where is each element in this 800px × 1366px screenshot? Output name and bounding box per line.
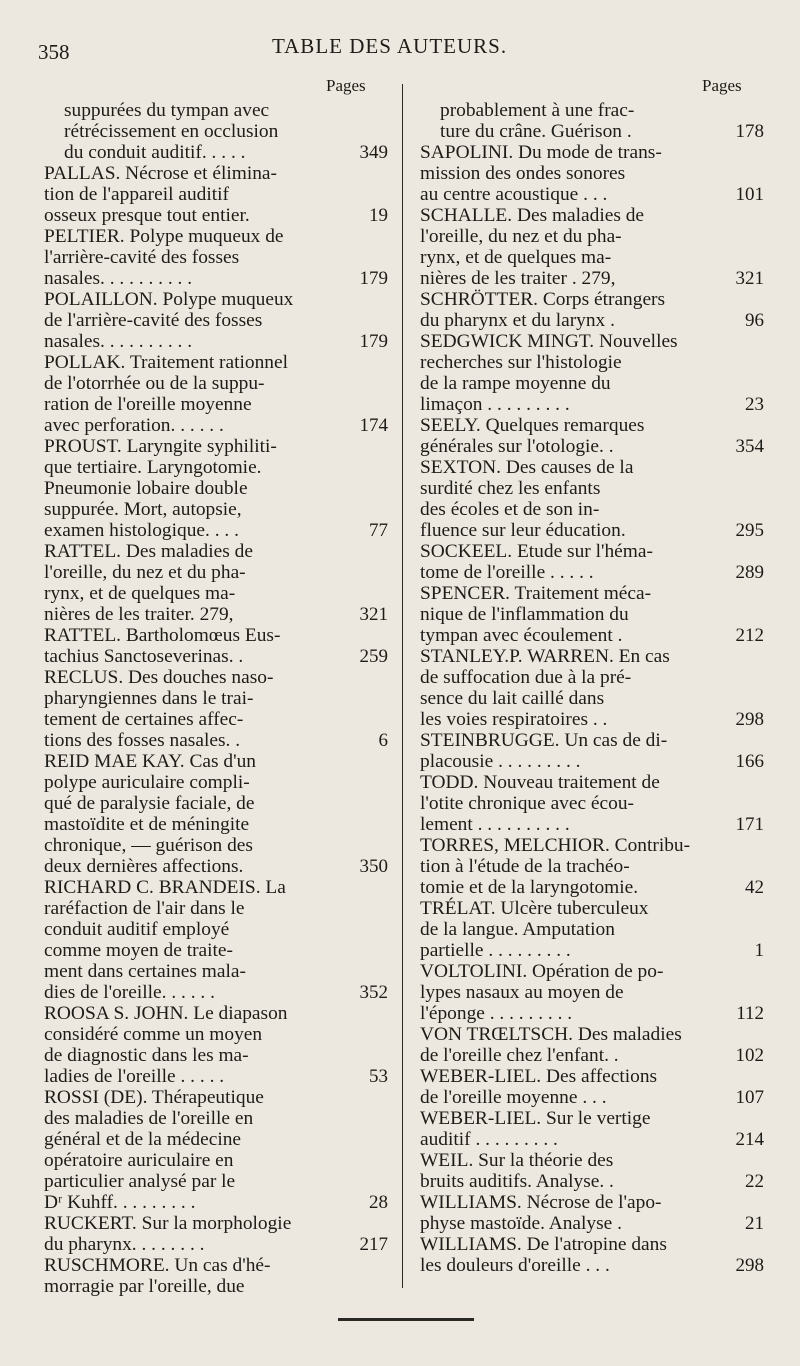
index-entry: [420, 646, 764, 730]
entry-line: raréfaction de l'air dans le: [44, 898, 245, 919]
entry-page-number: 321: [359, 604, 388, 625]
entry-line: tympan avec écoulement .: [420, 625, 623, 646]
entry-line: probablement à une frac-: [440, 100, 635, 121]
entry-line: tion à l'étude de la trachéo-: [420, 856, 630, 877]
entry-line: dies de l'oreille. . . . . .: [44, 982, 215, 1003]
entry-line: TORRES, MELCHIOR. Contribu-: [420, 835, 691, 856]
entry-line: de l'oreille moyenne . . .: [420, 1087, 607, 1108]
entry-page-number: 19: [369, 205, 388, 226]
entry-line: nières de les traiter. 279,: [44, 604, 234, 625]
entry-line: du pharynx. . . . . . . .: [44, 1234, 205, 1255]
entry-page-number: 298: [735, 709, 764, 730]
entry-line: sence du lait caillé dans: [420, 688, 605, 709]
entry-line: RATTEL. Des maladies de: [44, 541, 253, 562]
entry-line: mastoïdite et de méningite: [44, 814, 250, 835]
entry-line: nières de les traiter . 279,: [420, 268, 616, 289]
index-entry: [44, 1255, 388, 1297]
entry-line: surdité chez les enfants: [420, 478, 601, 499]
entry-line: nasales. . . . . . . . . .: [44, 331, 193, 352]
entry-page-number: 28: [369, 1192, 388, 1213]
index-entry: [420, 289, 764, 331]
entry-line: opératoire auriculaire en: [44, 1150, 234, 1171]
entry-page-number: 22: [745, 1171, 764, 1192]
entry-line: SCHRÖTTER. Corps étrangers: [420, 289, 666, 310]
entry-page-number: 166: [735, 751, 764, 772]
entry-page-number: 112: [736, 1003, 764, 1024]
index-entry: [44, 352, 388, 436]
index-entry: [420, 1024, 764, 1066]
entry-line: l'éponge . . . . . . . . .: [420, 1003, 573, 1024]
entry-line: pharyngiennes dans le trai-: [44, 688, 254, 709]
index-entry: [44, 667, 388, 751]
entry-line: STANLEY.P. WARREN. En cas: [420, 646, 670, 667]
entry-line: tion de l'appareil auditif: [44, 184, 229, 205]
entry-line: rynx, et de quelques ma-: [44, 583, 236, 604]
entry-page-number: 349: [359, 142, 388, 163]
entry-line: RUCKERT. Sur la morphologie: [44, 1213, 292, 1234]
entry-page-number: 107: [735, 1087, 764, 1108]
entry-page-number: 295: [735, 520, 764, 541]
entry-line: de la langue. Amputation: [420, 919, 615, 940]
entry-line: auditif . . . . . . . . .: [420, 1129, 558, 1150]
entry-line: STEINBRUGGE. Un cas de di-: [420, 730, 668, 751]
entry-line: SOCKEEL. Etude sur l'héma-: [420, 541, 653, 562]
entry-line: ROOSA S. JOHN. Le diapason: [44, 1003, 288, 1024]
entry-page-number: 171: [735, 814, 764, 835]
entry-line: les voies respiratoires . .: [420, 709, 608, 730]
entry-page-number: 21: [745, 1213, 764, 1234]
entry-line: limaçon . . . . . . . . .: [420, 394, 570, 415]
entry-page-number: 179: [359, 331, 388, 352]
entry-line: de l'oreille chez l'enfant. .: [420, 1045, 619, 1066]
index-entry: [44, 100, 388, 163]
entry-line: l'oreille, du nez et du pha-: [420, 226, 622, 247]
entry-line: ladies de l'oreille . . . . .: [44, 1066, 225, 1087]
pages-column-header-right: Pages: [702, 76, 742, 95]
index-entry: [44, 436, 388, 541]
index-entry: [44, 1213, 388, 1255]
entry-line: SAPOLINI. Du mode de trans-: [420, 142, 662, 163]
page-number: 358: [38, 40, 70, 64]
entry-line: TODD. Nouveau traitement de: [420, 772, 660, 793]
column-divider: [402, 84, 403, 1288]
entry-line: RATTEL. Bartholomœus Eus-: [44, 625, 281, 646]
entry-page-number: 217: [359, 1234, 388, 1255]
entry-line: conduit auditif employé: [44, 919, 230, 940]
index-entry: [44, 289, 388, 352]
entry-line: considéré comme un moyen: [44, 1024, 263, 1045]
entry-line: recherches sur l'histologie: [420, 352, 622, 373]
entry-line: REID MAE KAY. Cas d'un: [44, 751, 256, 772]
entry-line: RUSCHMORE. Un cas d'hé-: [44, 1255, 271, 1276]
index-entry: [420, 583, 764, 646]
entry-line: tement de certaines affec-: [44, 709, 244, 730]
entry-line: lement . . . . . . . . . .: [420, 814, 570, 835]
entry-page-number: 289: [735, 562, 764, 583]
entry-line: PROUST. Laryngite syphiliti-: [44, 436, 277, 457]
index-entry: [44, 541, 388, 625]
entry-line: TRÉLAT. Ulcère tuberculeux: [420, 898, 649, 919]
entry-line: des maladies de l'oreille en: [44, 1108, 254, 1129]
entry-line: tachius Sanctoseverinas. .: [44, 646, 244, 667]
entry-line: ration de l'oreille moyenne: [44, 394, 252, 415]
entry-line: WILLIAMS. Nécrose de l'apo-: [420, 1192, 662, 1213]
entry-page-number: 42: [745, 877, 764, 898]
entry-line: l'otite chronique avec écou-: [420, 793, 634, 814]
entry-line: les douleurs d'oreille . . .: [420, 1255, 610, 1276]
entry-line: de diagnostic dans les ma-: [44, 1045, 249, 1066]
index-entry: [420, 1108, 764, 1150]
entry-line: mission des ondes sonores: [420, 163, 626, 184]
entry-line: SCHALLE. Des maladies de: [420, 205, 645, 226]
entry-line: au centre acoustique . . .: [420, 184, 608, 205]
entry-line: de l'otorrhée ou de la suppu-: [44, 373, 265, 394]
entry-page-number: 259: [359, 646, 388, 667]
entry-line: rynx, et de quelques ma-: [420, 247, 612, 268]
entry-line: physe mastoïde. Analyse .: [420, 1213, 622, 1234]
entry-line: fluence sur leur éducation.: [420, 520, 626, 541]
entry-page-number: 179: [359, 268, 388, 289]
entry-page-number: 1: [754, 940, 764, 961]
footer-rule: [338, 1318, 474, 1321]
entry-line: que tertiaire. Laryngotomie.: [44, 457, 262, 478]
index-entry: [420, 1066, 764, 1108]
index-entry: [44, 1003, 388, 1087]
entry-line: RICHARD C. BRANDEIS. La: [44, 877, 286, 898]
index-entry: [44, 877, 388, 1003]
index-entry: [420, 457, 764, 541]
entry-line: ment dans certaines mala-: [44, 961, 246, 982]
entry-page-number: 96: [745, 310, 764, 331]
entry-line: ture du crâne. Guérison .: [440, 121, 632, 142]
entry-line: général et de la médecine: [44, 1129, 242, 1150]
entry-line: osseux presque tout entier.: [44, 205, 250, 226]
index-entry: [420, 205, 764, 289]
entry-line: ROSSI (DE). Thérapeutique: [44, 1087, 264, 1108]
entry-page-number: 352: [359, 982, 388, 1003]
entry-line: polype auriculaire compli-: [44, 772, 250, 793]
entry-line: tome de l'oreille . . . . .: [420, 562, 594, 583]
index-entry: [420, 961, 764, 1024]
entry-line: SEXTON. Des causes de la: [420, 457, 634, 478]
entry-line: de suffocation due à la pré-: [420, 667, 632, 688]
entry-page-number: 212: [735, 625, 764, 646]
index-entry: [420, 898, 764, 961]
entry-line: suppurée. Mort, autopsie,: [44, 499, 242, 520]
entry-line: VON TRŒLTSCH. Des maladies: [420, 1024, 682, 1045]
entry-line: lypes nasaux au moyen de: [420, 982, 624, 1003]
entry-line: chronique, — guérison des: [44, 835, 253, 856]
entry-line: WILLIAMS. De l'atropine dans: [420, 1234, 667, 1255]
entry-line: comme moyen de traite-: [44, 940, 233, 961]
entry-line: l'arrière-cavité des fosses: [44, 247, 240, 268]
entry-line: bruits auditifs. Analyse. .: [420, 1171, 614, 1192]
entry-page-number: 102: [735, 1045, 764, 1066]
entry-line: du conduit auditif. . . . .: [64, 142, 246, 163]
entry-page-number: 298: [735, 1255, 764, 1276]
entry-page-number: 178: [735, 121, 764, 142]
entry-line: WEIL. Sur la théorie des: [420, 1150, 614, 1171]
entry-line: POLAILLON. Polype muqueux: [44, 289, 294, 310]
index-entry: [44, 226, 388, 289]
entry-page-number: 53: [369, 1066, 388, 1087]
index-entry: [420, 730, 764, 772]
index-entry: [420, 142, 764, 205]
entry-line: morragie par l'oreille, due: [44, 1276, 245, 1297]
index-entry: [420, 835, 764, 898]
entry-page-number: 354: [735, 436, 764, 457]
running-title: TABLE DES AUTEURS.: [272, 34, 508, 58]
entry-line: RECLUS. Des douches naso-: [44, 667, 274, 688]
index-entry: [420, 331, 764, 415]
entry-line: du pharynx et du larynx .: [420, 310, 615, 331]
entry-line: suppurées du tympan avec: [64, 100, 270, 121]
entry-line: particulier analysé par le: [44, 1171, 236, 1192]
entry-page-number: 101: [735, 184, 764, 205]
entry-line: nasales. . . . . . . . . .: [44, 268, 193, 289]
entry-page-number: 77: [369, 520, 388, 541]
entry-line: de l'arrière-cavité des fosses: [44, 310, 263, 331]
entry-line: POLLAK. Traitement rationnel: [44, 352, 288, 373]
entry-line: générales sur l'otologie. .: [420, 436, 614, 457]
entry-line: nique de l'inflammation du: [420, 604, 629, 625]
entry-page-number: 6: [378, 730, 388, 751]
index-entry: [44, 163, 388, 226]
entry-line: deux dernières affections.: [44, 856, 244, 877]
entry-page-number: 174: [359, 415, 388, 436]
entry-line: SEELY. Quelques remarques: [420, 415, 645, 436]
index-entry: [420, 1192, 764, 1234]
entry-line: VOLTOLINI. Opération de po-: [420, 961, 664, 982]
entry-line: l'oreille, du nez et du pha-: [44, 562, 246, 583]
index-entry: [420, 100, 764, 142]
entry-line: PALLAS. Nécrose et élimina-: [44, 163, 277, 184]
entry-line: tomie et de la laryngotomie.: [420, 877, 639, 898]
entry-line: de la rampe moyenne du: [420, 373, 611, 394]
entry-line: placousie . . . . . . . . .: [420, 751, 581, 772]
index-entry: [420, 772, 764, 835]
entry-page-number: 23: [745, 394, 764, 415]
entry-line: WEBER-LIEL. Des affections: [420, 1066, 658, 1087]
entry-line: Pneumonie lobaire double: [44, 478, 248, 499]
index-entry: [44, 751, 388, 877]
entry-line: examen histologique. . . .: [44, 520, 239, 541]
index-entry: [420, 1234, 764, 1276]
entry-line: SPENCER. Traitement méca-: [420, 583, 652, 604]
index-entry: [420, 415, 764, 457]
pages-column-header-left: Pages: [326, 76, 366, 95]
entry-line: avec perforation. . . . . .: [44, 415, 224, 436]
entry-page-number: 350: [359, 856, 388, 877]
index-column-right: [420, 100, 764, 1276]
entry-line: SEDGWICK MINGT. Nouvelles: [420, 331, 678, 352]
entry-line: PELTIER. Polype muqueux de: [44, 226, 284, 247]
index-entry: [420, 1150, 764, 1192]
entry-line: tions des fosses nasales. .: [44, 730, 241, 751]
index-entry: [44, 1087, 388, 1213]
entry-line: rétrécissement en occlusion: [64, 121, 279, 142]
entry-line: WEBER-LIEL. Sur le vertige: [420, 1108, 651, 1129]
index-entry: [44, 625, 388, 667]
entry-line: qué de paralysie faciale, de: [44, 793, 255, 814]
entry-line: Dʳ Kuhff. . . . . . . . .: [44, 1192, 196, 1213]
index-entry: [420, 541, 764, 583]
entry-line: des écoles et de son in-: [420, 499, 600, 520]
entry-line: partielle . . . . . . . . .: [420, 940, 571, 961]
index-column-left: [44, 100, 388, 1297]
entry-page-number: 321: [735, 268, 764, 289]
entry-page-number: 214: [735, 1129, 764, 1150]
